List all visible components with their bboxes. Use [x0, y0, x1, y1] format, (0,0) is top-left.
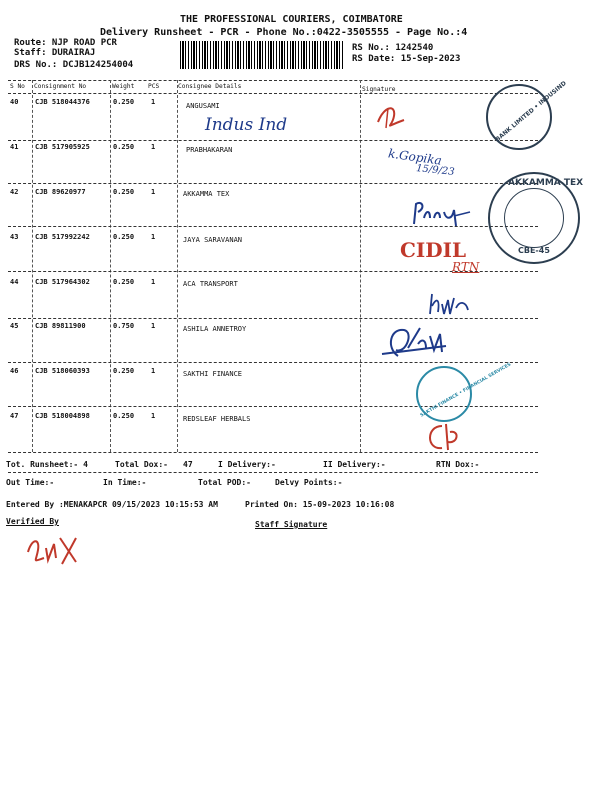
row-rule	[8, 140, 538, 141]
row-pcs: 1	[151, 412, 156, 420]
row-consignee: REDSLEAF HERBALS	[183, 415, 251, 423]
total-runsheet: Tot. Runsheet:- 4	[6, 460, 88, 469]
sakthi-finance-stamp	[416, 362, 513, 422]
row-consignment: CJB 518004898	[35, 412, 90, 420]
rs-number: RS No.: 1242540	[352, 43, 434, 53]
barcode	[180, 41, 344, 69]
company-name: THE PROFESSIONAL COURIERS, COIMBATORE	[180, 14, 403, 25]
akkamma-inner-ring	[504, 188, 564, 248]
row-pcs: 1	[151, 233, 156, 241]
drs-number: DRS No.: DCJB124254004	[14, 60, 134, 70]
row-weight: 0.250	[113, 367, 135, 375]
row-sno: 41	[10, 143, 19, 151]
indusind-stamp-text: BANK LIMITED • INDUSIND	[494, 79, 568, 144]
row-weight: 0.250	[113, 233, 135, 241]
header-bottom-rule	[8, 93, 538, 94]
col-pcs: PCS	[148, 83, 160, 90]
row-weight: 0.250	[113, 412, 135, 420]
row-sno: 46	[10, 367, 19, 375]
header-top-rule	[8, 80, 538, 81]
akkamma-tex-stamp	[488, 172, 584, 264]
row-rule	[8, 362, 538, 363]
col-sno: S No	[10, 83, 25, 90]
row-consignee: ANGUSAMI	[186, 102, 220, 110]
runsheet-title: Delivery Runsheet - PCR - Phone No.:0422-3505555 - Page No.:4	[100, 27, 468, 38]
handwriting-gopika: k.Gopika	[387, 146, 443, 168]
col-separator	[32, 80, 33, 452]
handwriting-indusind: Indus Ind	[205, 115, 288, 135]
route: Route: NJP ROAD PCR	[14, 38, 117, 48]
row-sno: 42	[10, 188, 19, 196]
row-pcs: 1	[151, 322, 156, 330]
total-dox-label: Total Dox:-	[115, 460, 168, 469]
row-pcs: 1	[151, 188, 156, 196]
row-sno: 47	[10, 412, 19, 420]
col-signature: Signature	[362, 86, 396, 93]
staff: Staff: DURAIRAJ	[14, 48, 96, 58]
row-consignee: PRABHAKARAN	[186, 146, 233, 154]
sakthi-stamp-text: SAKTHI FINANCE • FINANCIAL SERVICES	[419, 362, 513, 419]
col-separator	[360, 80, 361, 452]
col-separator	[110, 80, 111, 452]
row-consignment: CJB 518044376	[35, 98, 90, 106]
handwriting-rtn: RTN	[452, 260, 480, 274]
row-pcs: 1	[151, 367, 156, 375]
row-weight: 0.250	[113, 278, 135, 286]
row-rule	[8, 183, 538, 184]
row-consignee: SAKTHI FINANCE	[183, 370, 243, 378]
signature-row45	[380, 318, 450, 364]
row-consignment: CJB 517992242	[35, 233, 90, 241]
totals-rule	[8, 472, 538, 473]
row-weight: 0.250	[113, 188, 135, 196]
row-weight: 0.250	[113, 98, 135, 106]
printed-on: Printed On: 15-09-2023 10:16:08	[245, 500, 395, 509]
total-dox-value: 47	[183, 460, 193, 469]
col-weight: Weight	[112, 83, 135, 90]
col-consignment: Consignment No	[34, 83, 87, 90]
row-consignee: AKKAMMA TEX	[183, 190, 230, 198]
row-sno: 44	[10, 278, 19, 286]
delvy-points: Delvy Points:-	[275, 478, 343, 487]
col-consignee: Consignee Details	[178, 83, 242, 90]
row-consignee: ASHILA ANNETROY	[183, 325, 247, 333]
staff-signature: Staff Signature	[255, 520, 328, 529]
handwriting-cidil: CIDIL	[400, 238, 467, 262]
rs-date: RS Date: 15-Sep-2023	[352, 54, 461, 64]
verifier-signature	[22, 528, 82, 568]
row-weight: 0.750	[113, 322, 135, 330]
row-sno: 43	[10, 233, 19, 241]
row-consignee: JAYA SARAVANAN	[183, 236, 243, 244]
row-pcs: 1	[151, 278, 156, 286]
handwriting-date: 15/9/23	[415, 163, 456, 178]
ii-delivery: II Delivery:-	[323, 460, 386, 469]
verified-by: Verified By	[6, 517, 59, 526]
signature-row40	[374, 102, 410, 132]
signature-row47	[420, 420, 460, 454]
row-consignment: CJB 517905925	[35, 143, 90, 151]
rtn-dox: RTN Dox:-	[436, 460, 480, 469]
signature-row44	[426, 290, 472, 320]
out-time: Out Time:-	[6, 478, 55, 487]
indusind-stamp	[486, 79, 568, 150]
total-pod: Total POD:-	[198, 478, 251, 487]
entered-by: Entered By :MENAKAPCR 09/15/2023 10:15:53 AM	[6, 500, 218, 509]
in-time: In Time:-	[103, 478, 147, 487]
row-pcs: 1	[151, 143, 156, 151]
row-consignment: CJB 89620977	[35, 188, 86, 196]
akkamma-stamp-text: AKKAMMA TEX	[508, 178, 584, 188]
row-consignment: CJB 89811900	[35, 322, 86, 330]
row-sno: 40	[10, 98, 19, 106]
row-consignment: CJB 517964302	[35, 278, 90, 286]
row-sno: 45	[10, 322, 19, 330]
col-separator	[177, 80, 178, 452]
row-pcs: 1	[151, 98, 156, 106]
akkamma-stamp-sub: CBE-45	[518, 246, 550, 255]
signature-row42	[410, 198, 472, 230]
row-consignee: ACA TRANSPORT	[183, 280, 238, 288]
row-consignment: CJB 518060393	[35, 367, 90, 375]
i-delivery: I Delivery:-	[218, 460, 276, 469]
row-weight: 0.250	[113, 143, 135, 151]
